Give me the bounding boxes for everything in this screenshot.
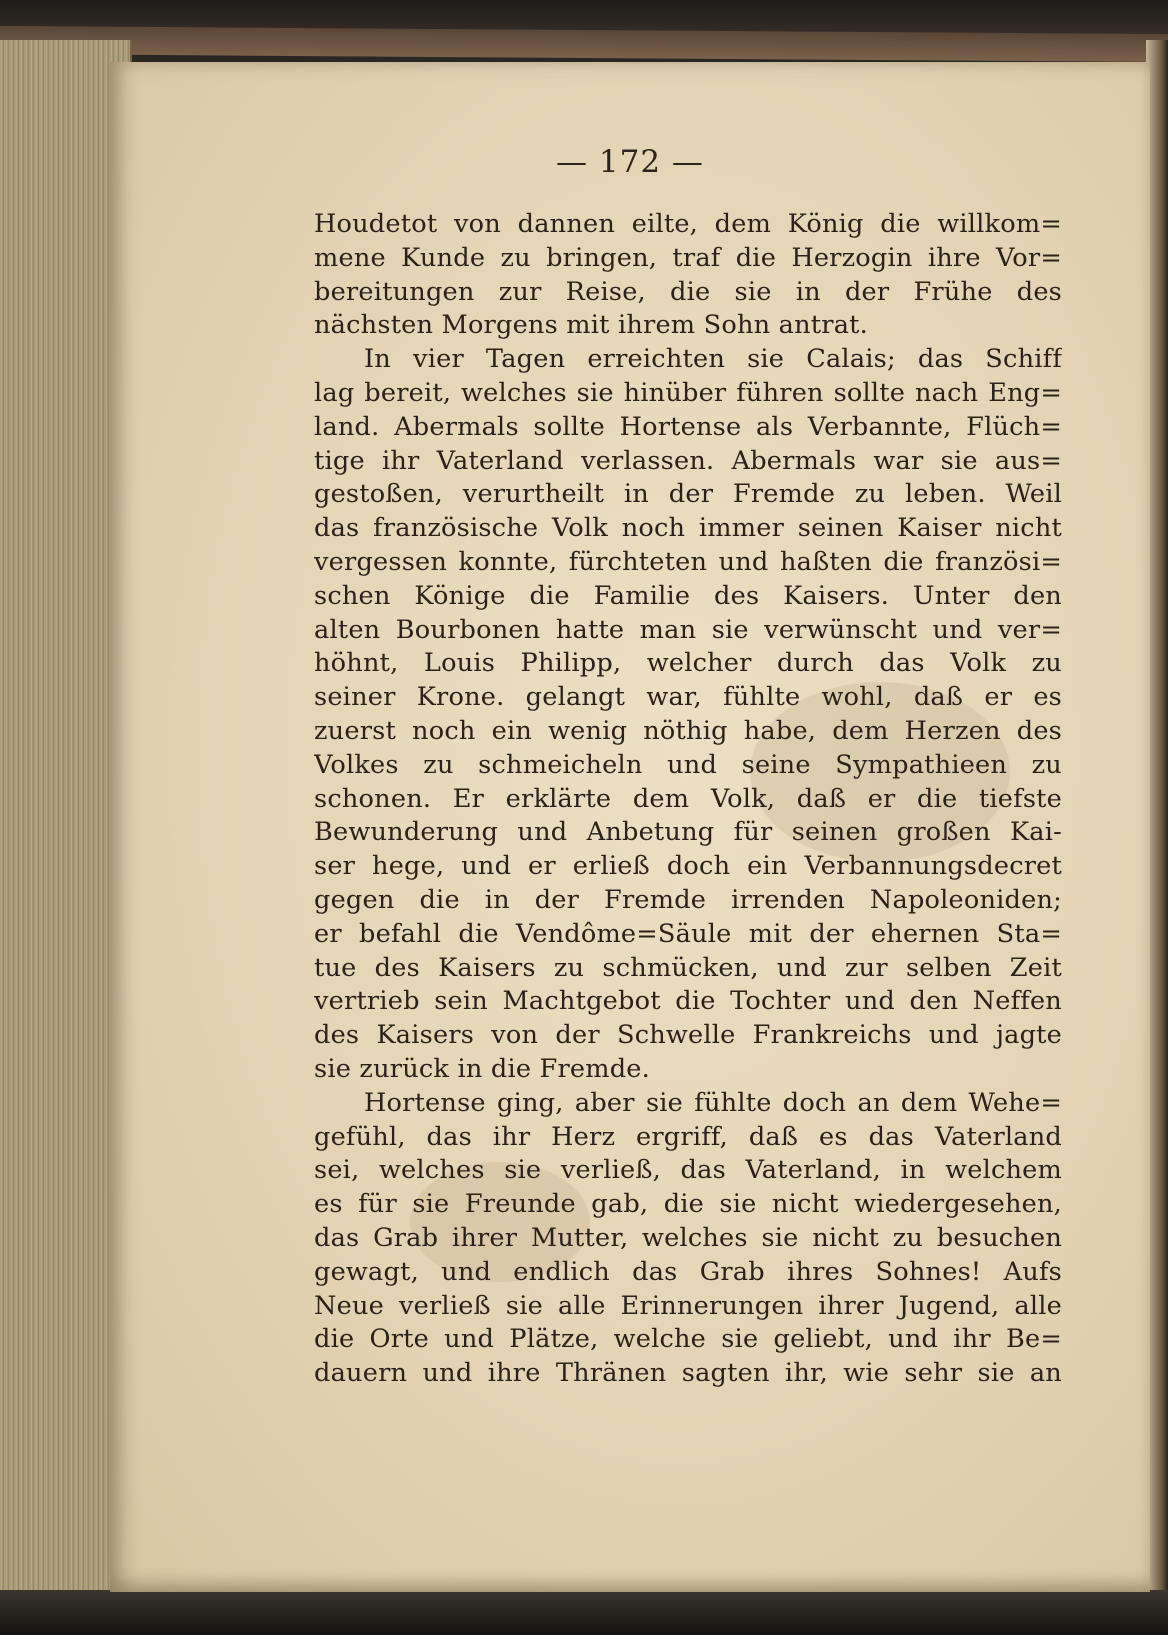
text-line: bereitungen zur Reise, die sie in der Frühe des bbox=[314, 276, 1062, 307]
text-line: höhnt, Louis Philipp, welcher durch das Volk zu bbox=[314, 648, 1062, 679]
text-line: schen Könige die Familie des Kaisers. Unter den bbox=[314, 580, 1062, 611]
book-page bbox=[110, 62, 1150, 1592]
text-line: lag bereit, welches sie hinüber führen sollte nach Eng= bbox=[314, 377, 1062, 408]
text-line: seiner Krone. gelangt war, fühlte wohl, daß er es bbox=[314, 682, 1062, 713]
text-line: des Kaisers von der Schwelle Frankreichs und jagte bbox=[314, 1020, 1062, 1051]
text-line: vertrieb sein Machtgebot die Tochter und den Neffen bbox=[314, 986, 1062, 1017]
text-line: Houdetot von dannen eilte, dem König die willkom= bbox=[314, 209, 1062, 239]
text-line: mene Kunde zu bringen, traf die Herzogin ihre Vor= bbox=[314, 242, 1062, 273]
text-line: gestoßen, verurtheilt in der Fremde zu leben. Weil bbox=[314, 479, 1062, 510]
text-line: tue des Kaisers zu schmücken, und zur selben Zeit bbox=[314, 952, 1062, 983]
text-line: schonen. Er erklärte dem Volk, daß er die tiefste bbox=[314, 783, 1062, 814]
text-line: gewagt, und endlich das Grab ihres Sohnes! Aufs bbox=[314, 1256, 1062, 1287]
text-line: sei, welches sie verließ, das Vaterland, in welchem bbox=[314, 1155, 1062, 1186]
text-line: das Grab ihrer Mutter, welches sie nicht zu besuchen bbox=[314, 1222, 1062, 1253]
text-line: nächsten Morgens mit ihrem Sohn antrat. bbox=[314, 310, 868, 341]
text-line: ser hege, und er erließ doch ein Verbannungsdecret bbox=[314, 851, 1062, 882]
text-line: Bewunderung und Anbetung für seinen großen Kai- bbox=[314, 817, 1062, 848]
text-line: Volkes zu schmeicheln und seine Sympathieen zu bbox=[314, 749, 1062, 780]
text-line: tige ihr Vaterland verlassen. Abermals war sie aus= bbox=[314, 445, 1062, 476]
text-line: Neue verließ sie alle Erinnerungen ihrer Jugend, alle bbox=[314, 1290, 1062, 1321]
text-line: sie zurück in die Fremde. bbox=[314, 1053, 650, 1084]
text-line: gefühl, das ihr Herz ergriff, daß es das Vaterland bbox=[314, 1121, 1062, 1152]
text-line: er befahl die Vendôme=Säule mit der ehernen Sta= bbox=[314, 918, 1062, 949]
text-line: alten Bourbonen hatte man sie verwünscht und ver= bbox=[314, 614, 1062, 645]
text-line: vergessen konnte, fürchteten und haßten die französi= bbox=[314, 546, 1062, 577]
text-line: zuerst noch ein wenig nöthig habe, dem Herzen des bbox=[314, 715, 1062, 746]
body-text bbox=[314, 208, 1062, 1391]
text-line: Hortense ging, aber sie fühlte doch an dem Wehe= bbox=[364, 1087, 1062, 1118]
book-bottom-edge bbox=[0, 1590, 1168, 1635]
text-line: die Orte und Plätze, welche sie geliebt, und ihr Be= bbox=[314, 1324, 1062, 1355]
page-number: — 172 — bbox=[556, 144, 704, 180]
text-line: In vier Tagen erreichten sie Calais; das Schiff bbox=[364, 344, 1062, 375]
text-line: land. Abermals sollte Hortense als Verbannte, Flüch= bbox=[314, 411, 1062, 442]
text-line: gegen die in der Fremde irrenden Napoleoniden; bbox=[314, 884, 1062, 915]
text-line: dauern und ihre Thränen sagten ihr, wie sehr sie an bbox=[314, 1358, 1062, 1389]
text-line: es für sie Freunde gab, die sie nicht wiedergesehen, bbox=[314, 1189, 1062, 1220]
text-line: das französische Volk noch immer seinen Kaiser nicht bbox=[314, 513, 1062, 544]
